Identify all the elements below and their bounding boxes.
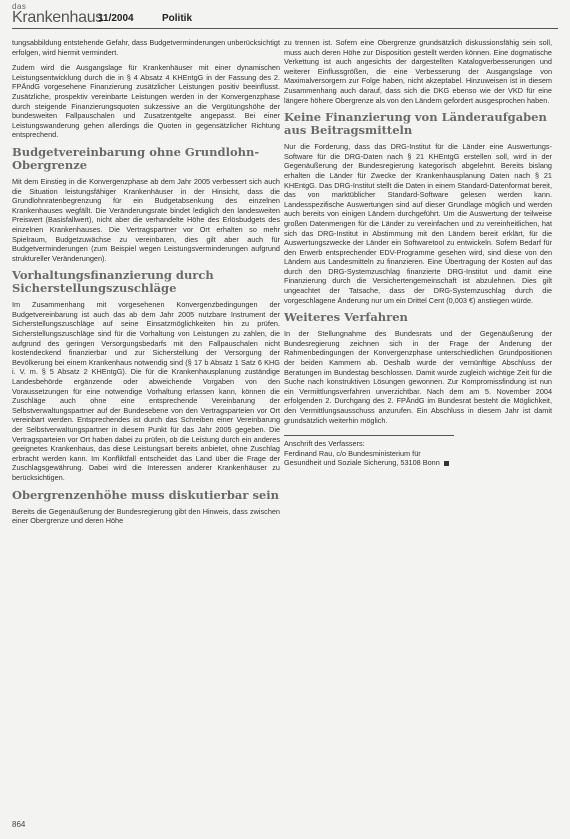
issue-number: 11/2004 — [98, 13, 134, 24]
right-column — [284, 38, 552, 467]
paragraph: zu trennen ist. Sofern eine Obergrenze grundsätzlich diskussionsfähig sein soll, muss auch deren Höhe zur Disposition gestellt werden können. Eine dogmatische Verkettung ist auch angesichts der dargestellten Katalogverbesserungen und weiterer Einflussgrößen, die eine Verbesserung der Ausgangslage von Maximalversorgern zur Folge haben, nicht akzeptabel. Hinzuweisen ist in diesem Zusammenhang auch darauf, dass sich die DKG ebenso wie der VKD für eine längere höhere Obergrenze als von den Ländern gefordert ausgesprochen haben. — [284, 38, 552, 105]
page-header — [12, 2, 558, 29]
paragraph: tungsabbildung entstehende Gefahr, dass Budgetverminderungen unberücksichtigt erfolgen, wird hiermit vermindert. — [12, 38, 280, 57]
author-text — [284, 449, 454, 468]
page-number: 864 — [12, 820, 26, 829]
author-address — [284, 435, 454, 467]
section-name: Politik — [162, 13, 193, 24]
paragraph: Nur die Forderung, dass das DRG-Institut für die Länder eine Auswertungs-Software für die DRG-Daten nach § 21 KHEntgG erstellen soll, wird in der Gegenäußerung der Bundesregierung kategorisch abgelehnt. Bereits bislang erhalten die Länder für Zwecke der Krankenhausplanung Daten nach § 21 KHEntgG. Das DRG-Institut stellt die Daten in einem Standard-Datenformat bereit, das von marktüblicher Standard-Software gelesen werden kann. Landesspezifische Auswertungen sind auf dieser Grundlage möglich und werden auch bereits von einigen Ländern durchgeführt. Um die Auswertung der teilweise großen Datenmengen für die Länder zu vereinfachen und zu vereinheitlichen, hat sich das DRG-Institut in Abstimmung mit den Ländern bereit erklärt, für die Auswertungszwecke der Länder ein Softwaretool zu entwickeln. Sofern Bedarf für den Erwerb entsprechender EDV-Programme gesehen wird, sind diese von den Ländern aus Landesmitteln zu finanzieren. Eine Übertragung der Kosten auf das durch den DRG-Systemzuschlag finanzierte DRG-Institut und damit eine Finanzierung durch die Versichertengemeinschaft ist abzulehnen. Dies gilt ungeachtet der Tatsache, dass der DRG-Systemzuschlag durch die vorgeschlagene Änderung nur um ein Drittel Cent (0,003 €) anstiegen würde. — [284, 142, 552, 305]
author-label: Anschrift des Verfassers: — [284, 439, 365, 449]
paragraph: Zudem wird die Ausgangslage für Krankenhäuser mit einer dynamischen Leistungsentwicklung durch die in § 4 Absatz 4 KHEntgG in der Fassung des 2. FPÄndG vorgesehene Finanzierung zusätzlicher Leistungen positiv beeinflusst. Zusätzliche, prospektiv vereinbarte Leistungen werden in der Konvergenzphase durch steigende Finanzierungsquoten sukzessive an die Vergütungshöhe der bundesweiten Fallpauschalen und Zusatzentgelte angepasst. Bei einer Leistungswanderung gehen allerdings die Quoten in gegensätzlicher Richtung entsprechend. — [12, 63, 280, 140]
author-address-text: Ferdinand Rau, c/o Bundesministerium für Gesundheit und Soziale Sicherung, 53108 Bonn — [284, 448, 440, 467]
paragraph: Im Zusammenhang mit vorgesehenen Konvergenzbedingungen der Budgetvereinbarung ist auch das ab dem Jahr 2005 nutzbare Instrument der Sicherstellungszuschläge auf seine Einsatzmöglichkeiten hin zu prüfen. Sicherstellungszuschläge sind für die Vorhaltung von Leistungen zu zahlen, die aufgrund des geringen Versorgungsbedarfs mit den Fallpauschalen nicht kostendeckend finanzierbar und zur Sicherstellung der Versorgung der Bevölkerung bei einem Krankenhaus notwendig sind (§ 17 b Absatz 1 Satz 6 KHG i. V. m. § 5 Absatz 2 KHEntgG). Die für die Krankenhausplanung zuständige Landesbehörde ergänzende oder abweichende Vorgaben von den Voraussetzungen für eine notwendige Vorhaltung erlassen kann, können die Zuschläge auch ohne eine entsprechende Vereinbarung der Selbstverwaltungspartner auf der Bundesebene von den Vertragsparteien vor Ort vereinbart werden. Entsprechendes ist durch das Schreiben einer Vereinbarung der Selbstverwaltungspartner in diesem Punkt für das Jahr 2005 gegeben. Die Vertragsparteien vor Ort haben dabei zu prüfen, ob die Leistung durch ein anderes geeignetes Krankenhaus, das diese Leistungsart bereits anbietet, ohne Zuschlag erbracht werden kann. Im Konfliktfall entscheidet das Land über die Frage der Zuschlagsgewährung. Dabei wird die Interessen anderer Krankenhäuser zu berücksichtigen. — [12, 300, 280, 482]
paragraph: In der Stellungnahme des Bundesrats und der Gegenäußerung der Bundesregierung zeichnen sich in der Frage der Änderung der Rahmenbedingungen der Konvergenzphase unterschiedlichen Grundpositionen der beiden Kammern ab. Deshalb wurde der vernünftige Abschluss der Beratungen im Bundestag beschlossen. Damit wurde zugleich wichtige Zeit für die Suche nach konstruktiven Lösungen gewonnen. Zur Kompromissfindung ist nun ein Vermittlungsverfahren unverzichtbar. Nach dem am 5. November 2004 erfolgenden 2. Durchgang des 2. FPÄndG im Bundesrat besteht die Möglichkeit, den Vermittlungsausschuss anzurufen. Ein Abschluss in diesem Jahr ist damit grundsätzlich weiterhin möglich. — [284, 329, 552, 425]
section-heading: Weiteres Verfahren — [284, 310, 408, 325]
magazine-logo-prefix: das — [12, 2, 27, 11]
paragraph: Mit dem Einstieg in die Konvergenzphase ab dem Jahr 2005 verbessert sich auch die Situation leistungsfähiger Krankenhäuser in der Hinsicht, dass die Grundlohnratenbegrenzung für ein Budgetabsenkung des einzelnen Krankenhauses wegfällt. Die Veränderungsrate bindet lediglich den landesweiten Preiswert (Basisfallwert), nicht aber die verhandelte Höhe des Erlösbudgets des einzelnen Krankenhauses. Die Vertragspartner vor Ort erhalten so mehr Spielraum, Budgetzuwächse zu vereinbaren, dies gilt aber auch für Budgetverminderungen (zum Beispiel wegen Leistungsverminderungen aufgrund struktureller Veränderungen). — [12, 176, 280, 263]
section-heading: Keine Finanzierung von Länderaufgaben aus Beitragsmitteln — [284, 110, 547, 138]
section-heading: Vorhaltungsfinanzierung durch Sicherstellungszuschläge — [12, 268, 214, 296]
paragraph: Bereits die Gegenäußerung der Bundesregierung gibt den Hinweis, dass zwischen einer Obergrenze und deren Höhe — [12, 506, 280, 526]
end-mark-icon — [444, 461, 449, 466]
section-heading: Budgetvereinbarung ohne Grundlohn-Obergrenze — [12, 144, 260, 172]
section-heading: Obergrenzenhöhe muss diskutierbar sein — [12, 487, 279, 502]
left-column — [12, 38, 280, 532]
magazine-logo: Krankenhaus — [12, 9, 103, 26]
